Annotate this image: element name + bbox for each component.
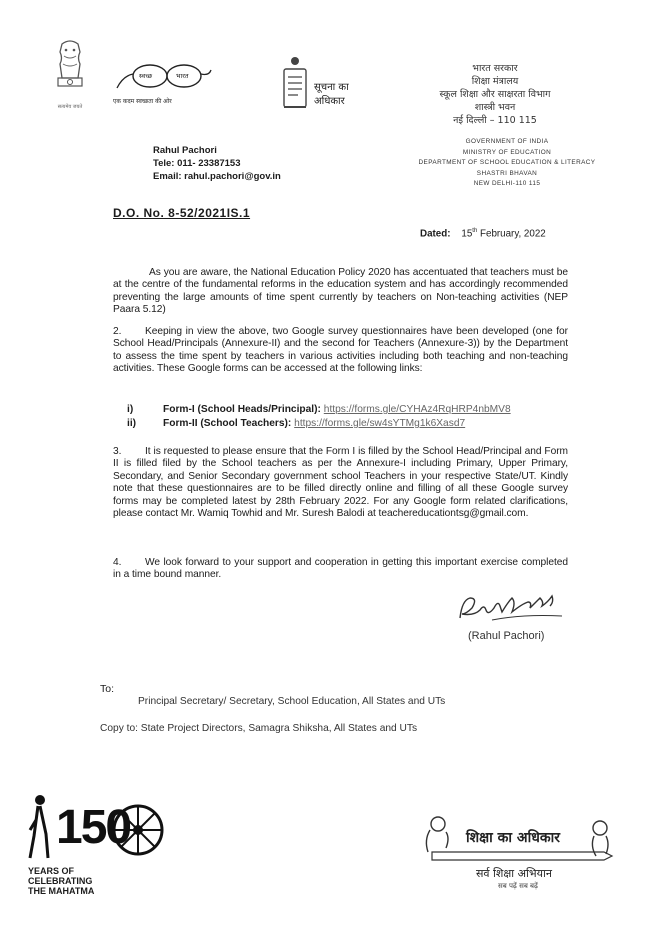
paragraph-4-number: 4. [113,557,122,568]
to-label: To: [100,683,115,695]
paragraph-1-text: As you are aware, the National Education Policy 2020 has accentuated that teachers must be at the centre of the fundamental reforms in the education system and has accordingly recommended preventing the large amounts of time spent currently by teachers on Non-teaching activities (NEP Paara 5.12) [113,267,568,316]
to-text: Principal Secretary/ Secretary, School Education, All States and UTs [138,696,446,707]
paragraph-1 [113,267,568,317]
rti-logo [280,55,370,115]
dated-day: 15 [461,228,473,240]
form-1-number: i) [127,404,134,415]
ssa-tagline: सब पढ़ें सब बढ़ें [498,882,538,890]
paragraph-3-text: It is requested to please ensure that the Form I is filled by the School Head/Principal and Form II is filled filed by the School teachers as per the Annexure-I including Primary, Upper Primary, Secondary, and Senior Secondary government school Teachers in your respective State/UT. Kindly note that these questionnaires are to be filled directly online and filling of all these Google survey forms may be completed latest by 28th February 2022. For any Google form related clarifications, please contact Mr. Wamiq Towhid and Mr. Suresh Balodi at teachereducationtsg@gmail.com. [113,446,568,520]
rti-line1: सूचना का [314,82,349,93]
swachh-right-text: भारत [176,72,189,80]
swachh-bharat-logo [113,60,213,110]
form-2-row [127,418,465,429]
form-1-label: Form-I (School Heads/Principal): [163,404,321,415]
gandhi-line2: CELEBRATING [28,876,93,886]
dated-label: Dated: [420,228,451,240]
dated [420,228,546,239]
hindi-address-line: नई दिल्ली – 110 115 [453,115,537,126]
english-address [382,137,632,190]
rte-text: शिक्षा का अधिकार [466,830,560,846]
dated-suffix: th [472,228,478,234]
english-address-line: GOVERNMENT OF INDIA [465,138,549,145]
paragraph-2-text: Keeping in view the above, two Google survey questionnaires have been developed (one for School Head/Principals (Annexure-II) and the second for Teachers (Annexure-3)) by the Department to assess the time spent by teachers in various activities including both teaching and non-teaching activities. These Google forms can be accessed at the following links: [113,326,568,375]
rti-line2: अधिकार [314,96,345,107]
paragraph-3-number: 3. [113,446,122,457]
paragraph-3 [113,446,568,520]
sender-tele: Tele: 011- 23387153 [153,158,241,169]
form-2-number: ii) [127,418,137,429]
do-number: D.O. No. 8-52/2021IS.1 [113,206,251,220]
sender-name: Rahul Pachori [153,145,217,156]
hindi-address [390,62,600,127]
national-emblem [48,38,92,108]
hindi-address-line: स्कूल शिक्षा और साक्षरता विभाग [439,89,551,100]
english-address-line: MINISTRY OF EDUCATION [462,148,552,156]
english-address-line: DEPARTMENT OF SCHOOL EDUCATION & LITERACY [418,159,596,166]
sender-email: Email: rahul.pachori@gov.in [153,171,281,182]
form-1-row [127,404,511,415]
lion-emblem-icon [48,38,92,108]
gandhi-number: 150 [56,801,131,854]
paragraph-4 [113,557,568,582]
paragraph-2 [113,326,568,376]
handwritten-signature-icon [452,590,592,628]
ssa-text: सर्व शिक्षा अभियान [476,867,552,880]
gandhi-150-logo [28,790,168,900]
dated-rest: February, 2022 [477,228,546,240]
signatory-name: (Rahul Pachori) [468,630,545,642]
sarva-shiksha-logo [418,810,618,900]
rti-document-icon [280,55,310,113]
paragraph-4-text: We look forward to your support and cooperation in getting this important exercise completed in a time bound manner. [113,557,568,581]
copy-to: Copy to: State Project Directors, Samagra Shiksha, All States and UTs [100,723,418,734]
gandhi-line1: YEARS OF [28,866,75,876]
english-address-line: SHASTRI BHAVAN [476,169,538,177]
hindi-address-line: भारत सरकार [472,63,518,74]
english-address-line: NEW DELHI-110 115 [473,180,541,187]
hindi-address-line: शास्त्री भवन [474,102,516,113]
signature [452,590,592,628]
form-2-label: Form-II (School Teachers): [163,418,292,429]
form-1-link[interactable]: https://forms.gle/CYHAz4RqHRP4nbMV8 [323,404,511,415]
paragraph-2-number: 2. [113,326,122,337]
form-2-link[interactable]: https://forms.gle/sw4sYTMg1k6Xasd7 [294,418,466,429]
emblem-caption: सत्यमेव जयते [57,104,83,110]
swachh-tagline: एक कदम स्वच्छता की ओर [113,98,172,105]
spectacles-icon [113,60,213,100]
hindi-address-line: शिक्षा मंत्रालय [471,76,519,87]
swachh-left-text: स्वच्छ [139,72,153,80]
gandhi-line3: THE MAHATMA [28,886,95,896]
